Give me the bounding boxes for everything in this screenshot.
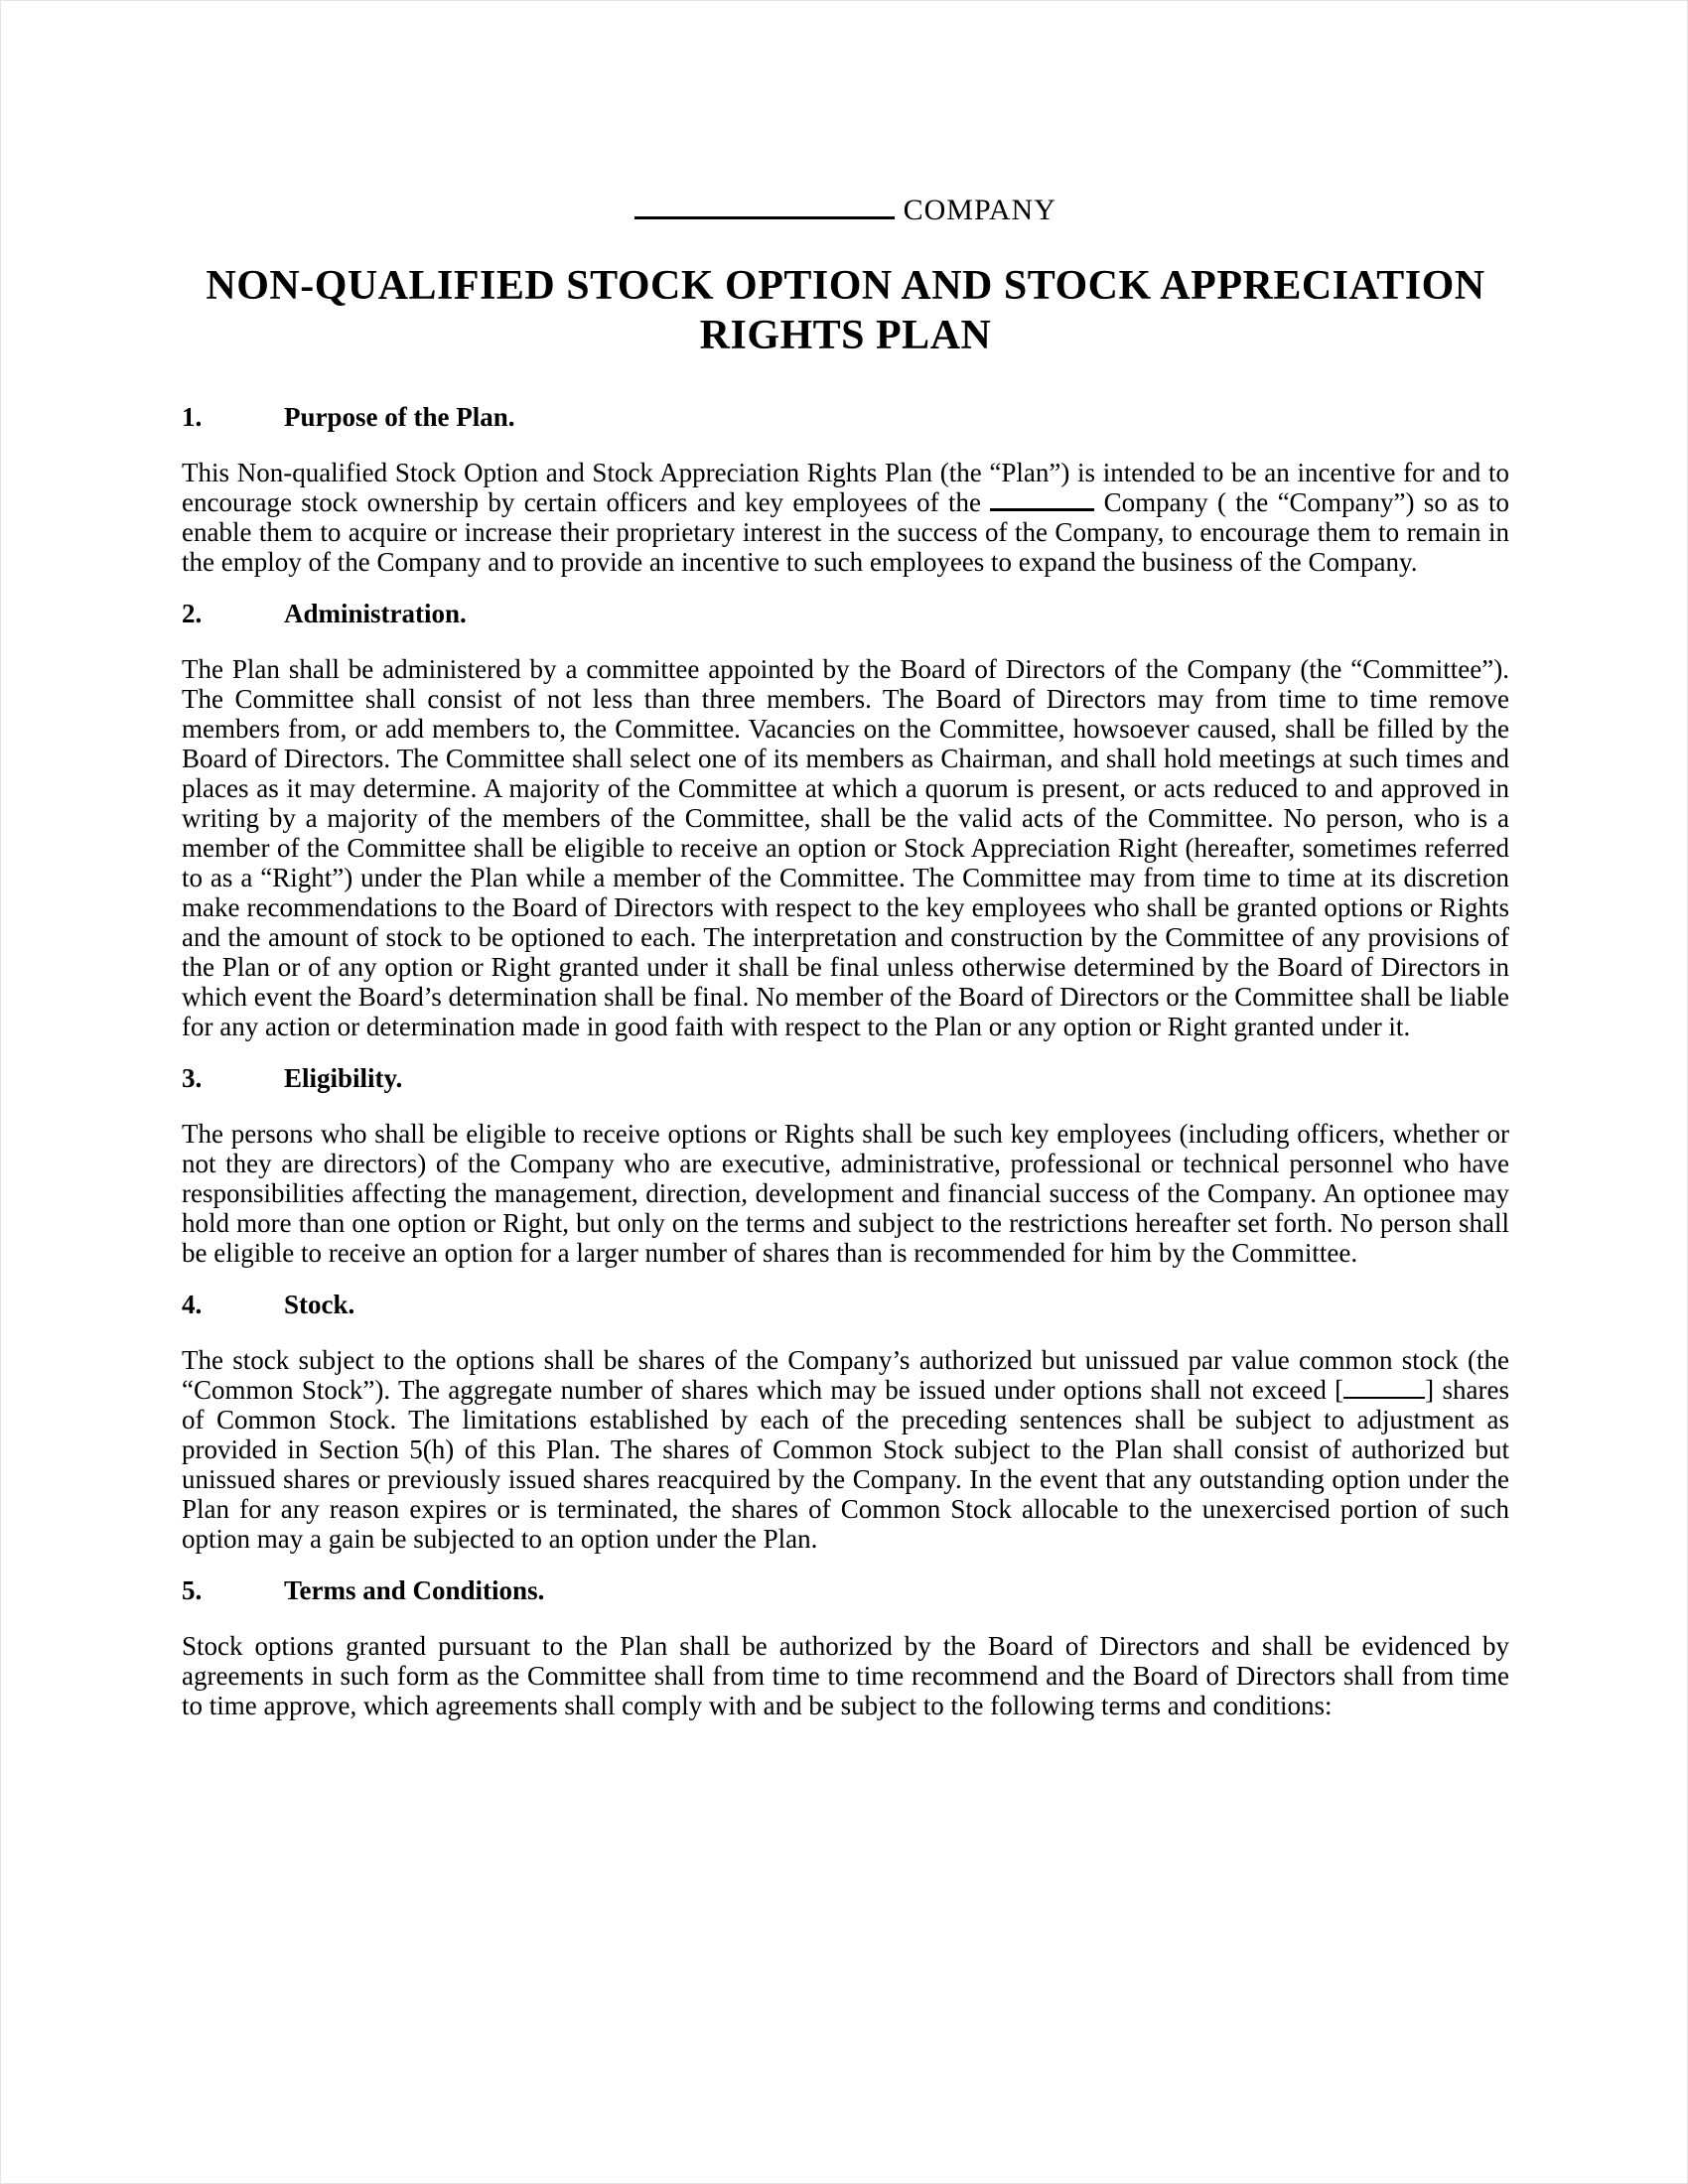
section-2-paragraph: The Plan shall be administered by a committee appointed by the Board of Directors of the Company (the “Committee”). The Committee shall consist of not less than three members. The Board of Directors may from time to time remove members from, or add members to, the Committee. Vacancies on the Committee, howsoever caused, shall be filled by the Board of Directors. The Committee shall select one of its members as Chairman, and shall hold meetings at such times and places as it may determine. A majority of the Committee at which a quorum is present, or acts reduced to and approved in writing by a majority of the members of the Committee, shall be the valid acts of the Committee. No person, who is a member of the Committee shall be eligible to receive an option or Stock Appreciation Right (hereafter, sometimes referred to as a “Right”) under the Plan while a member of the Committee. The Committee may from time to time at its discretion make recommendations to the Board of Directors with respect to the key employees who shall be granted options or Rights and the amount of stock to be optioned to each. The interpretation and construction by the Committee of any provisions of the Plan or of any option or Right granted under it shall be final unless otherwise determined by the Board of Directors in which event the Board’s determination shall be final. No member of the Board of Directors or the Committee shall be liable for any action or determination made in good faith with respect to the Plan or any option or Right granted under it. [182,654,1509,1041]
section-4-paragraph-text-after-blank: ] shares of Common Stock. The limitations established by each of the preceding sentences shall be subject to adjustment as provided in Section 5(h) of this Plan. The shares of Common Stock subject to the Plan shall consist of authorized but unissued shares or previously issued shares reacquired by the Company. In the event that any outstanding option under the Plan for any reason expires or is terminated, the shares of Common Stock allocable to the unexercised portion of such option may a gain be subjected to an option under the Plan. [182,1375,1509,1554]
section-4-title: Stock. [284,1290,355,1319]
document-title [182,261,1509,360]
section-5-heading [182,1575,1509,1605]
section-4-stock [182,1290,1509,1554]
section-3-title: Eligibility. [284,1063,403,1093]
section-2-number: 2. [182,599,203,628]
section-1-paragraph-text-after-blank: Company ( the “Company”) so as to enable them to acquire or increase their proprietary interest in the success of the Company, to encourage them to remain in the employ of the Company and to provide an incentive to such employees to expand the business of the Company. [182,487,1509,577]
section-4-number: 4. [182,1290,203,1319]
document-title-line2: RIGHTS PLAN [699,313,992,358]
section-5-paragraph: Stock options granted pursuant to the Plan shall be authorized by the Board of Directors and shall be evidenced by agreements in such form as the Committee shall from time to time recommend and the Board of Directors shall from time to time approve, which agreements shall comply with and be subject to the following terms and conditions: [182,1631,1509,1720]
section-2-title: Administration. [284,599,467,628]
section-5-number: 5. [182,1575,203,1605]
section-1-number: 1. [182,402,203,432]
section-1-paragraph [182,458,1509,577]
company-label: COMPANY [903,194,1056,226]
section-1-title: Purpose of the Plan. [284,402,515,432]
section-2-heading [182,599,1509,628]
section-3-heading [182,1063,1509,1093]
company-name-blank-underline [634,212,895,219]
section-5-terms-and-conditions [182,1575,1509,1720]
section-3-paragraph: The persons who shall be eligible to receive options or Rights shall be such key employees (including officers, whether or not they are directors) of the Company who are executive, administrative, professional or technical personnel who have responsibilities affecting the management, direction, development and financial success of the Company. An optionee may hold more than one option or Right, but only on the terms and subject to the restrictions hereafter set forth. No person shall be eligible to receive an option for a larger number of shares than is recommended for him by the Committee. [182,1119,1509,1268]
section-4-paragraph-text-before-blank: The stock subject to the options shall be shares of the Company’s authorized but unissued par value common stock (the “Common Stock”). The aggregate number of shares which may be issued under options shall not exceed [ [182,1345,1509,1405]
section-5-title: Terms and Conditions. [284,1575,545,1605]
section-1-heading [182,402,1509,432]
company-name-line [182,194,1509,227]
section-3-number: 3. [182,1063,203,1093]
section-2-administration [182,599,1509,1041]
section-1-purpose [182,402,1509,577]
section-3-eligibility [182,1063,1509,1268]
section-4-paragraph [182,1345,1509,1554]
section-4-shares-fill-in-blank-underline [1343,1393,1425,1399]
section-4-heading [182,1290,1509,1319]
document-title-line1: NON-QUALIFIED STOCK OPTION AND STOCK APPRECIATION [206,263,1485,309]
section-1-fill-in-blank-underline [990,504,1094,511]
section-1-paragraph-text-before-blank: This Non-qualified Stock Option and Stock Appreciation Rights Plan (the “Plan”) is intended to be an incentive for and to encourage stock ownership by certain officers and key employees of the [182,458,1509,517]
